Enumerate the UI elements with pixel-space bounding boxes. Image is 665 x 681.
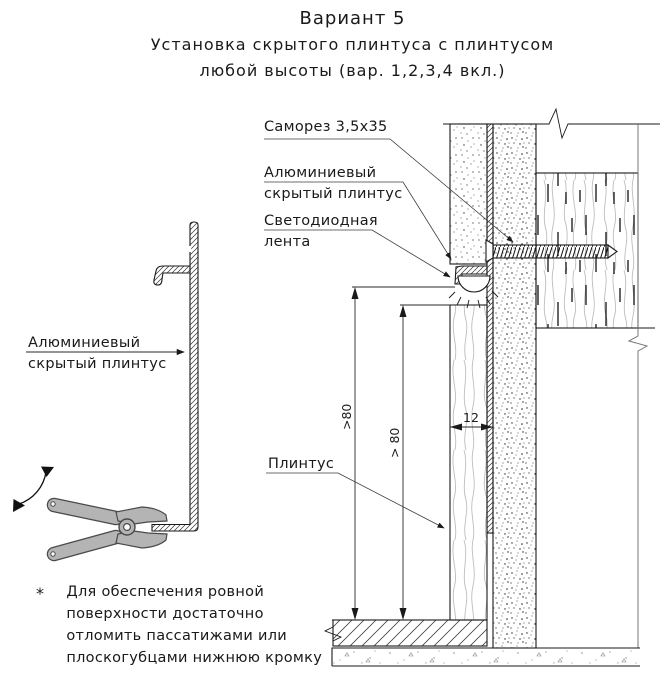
dimension-thickness-value: 12 (463, 410, 479, 425)
led-strip-lens (458, 276, 490, 292)
pliers-illustration (51, 502, 167, 556)
footnote-line: плоскогубцами нижнюю кромку (66, 650, 323, 666)
footnote-asterisk: * (36, 584, 45, 603)
label-hidden-plinth-line2: скрытый плинтус (264, 186, 403, 202)
label-hidden-plinth-line1: Алюминиевый (264, 165, 377, 181)
title-variant: Вариант 5 (299, 8, 406, 29)
profile-hook-arm (154, 266, 190, 285)
label-profile-line2: скрытый плинтус (28, 356, 167, 372)
plinth-board-section (450, 305, 487, 620)
label-led-line2: лента (264, 234, 311, 250)
title-line3: любой высоты (вар. 1,2,3,4 вкл.) (199, 61, 506, 80)
profile-cross-section (152, 222, 198, 531)
footnote (36, 581, 336, 669)
label-led (264, 213, 450, 277)
floor-screed (325, 620, 487, 646)
label-screw-text: Саморез 3,5x35 (264, 119, 388, 135)
footnote-line: отломить пассатижами или (66, 628, 288, 644)
label-plinth-text: Плинтус (268, 456, 335, 472)
label-profile-line1: Алюминиевый (28, 335, 141, 351)
label-profile (26, 335, 184, 372)
title-line2: Установка скрытого плинтуса с плинтусом (150, 35, 555, 54)
hidden-plinth-profile-section (487, 124, 493, 533)
label-led-line1: Светодиодная (264, 213, 378, 229)
footnote-line: поверхности достаточно (66, 606, 264, 622)
dimension-height-inner-value: > 80 (387, 427, 402, 458)
wall-layer (493, 124, 536, 648)
dimension-height-outer-value: >80 (339, 403, 354, 430)
concrete-slab (332, 648, 640, 666)
footnote-text (66, 581, 322, 669)
footnote-line: Для обеспечения ровной (66, 584, 265, 600)
